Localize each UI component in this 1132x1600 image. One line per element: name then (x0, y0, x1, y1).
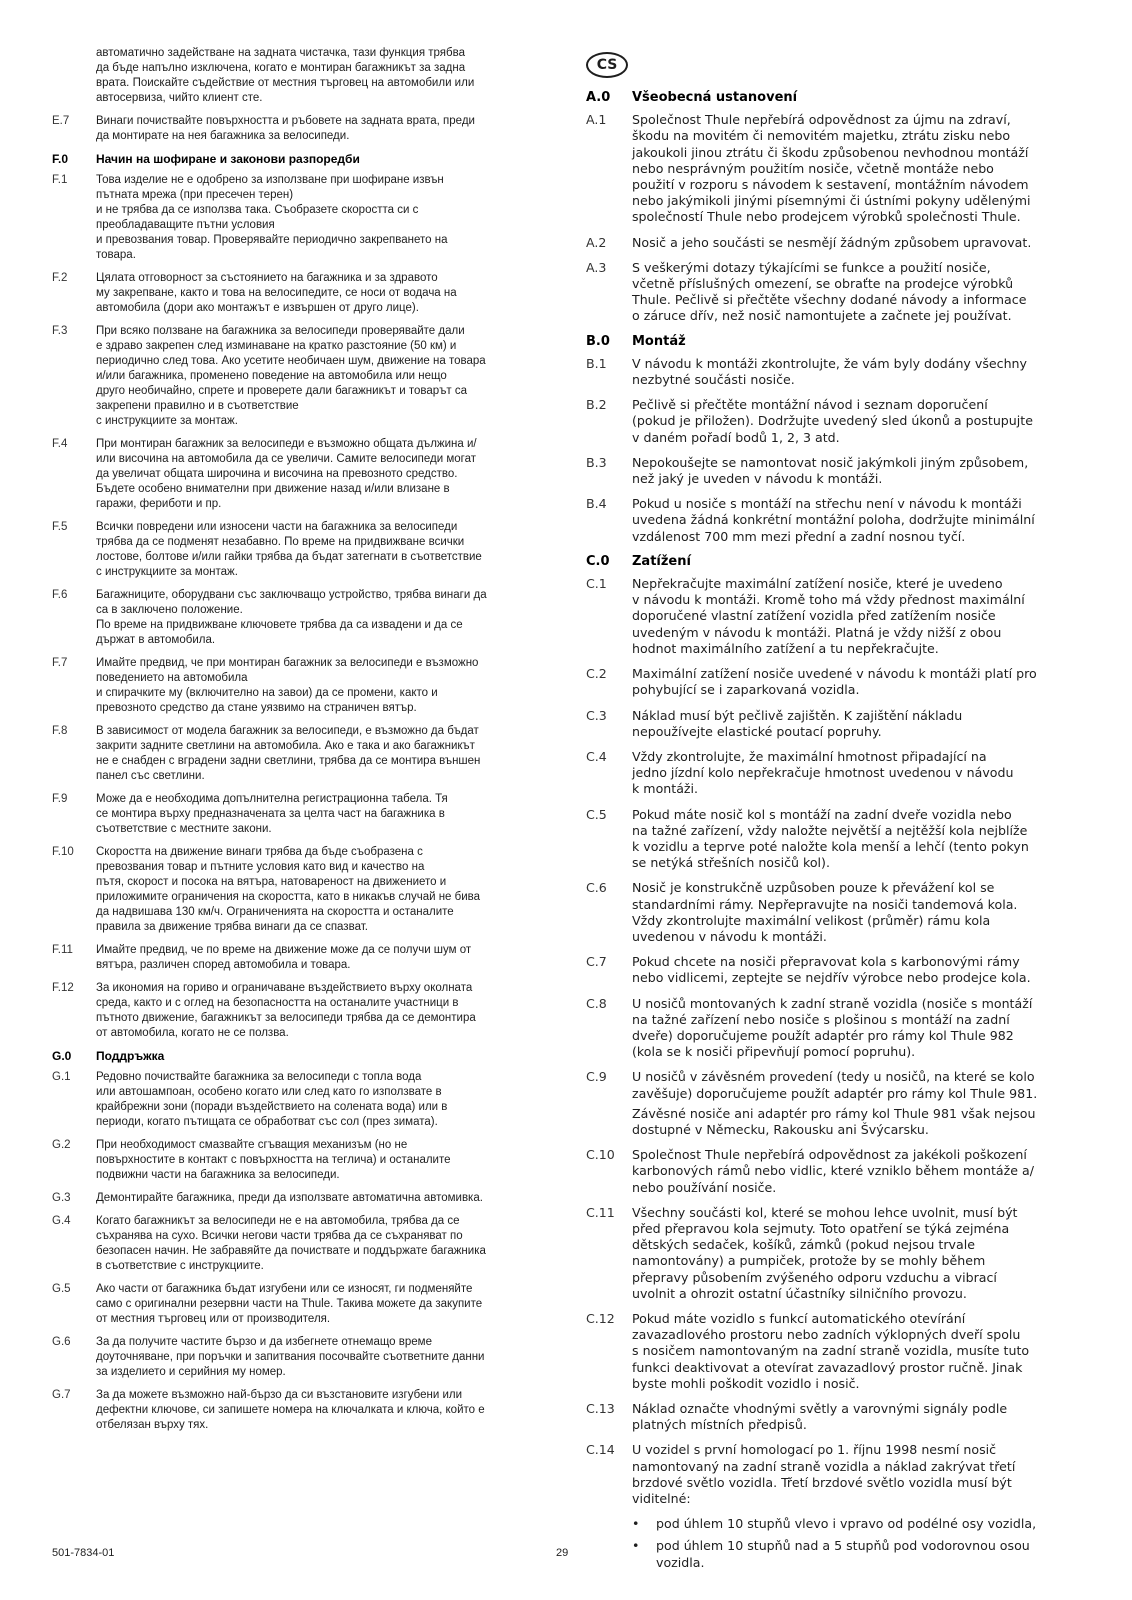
item-paragraph: Náklad musí být pečlivě zajištěn. K zajištění nákladu nepoužívejte elastické poutací popruhy. (632, 707, 963, 739)
section-title: Поддръжка (96, 1049, 165, 1063)
section-title: Všeobecná ustanovení (632, 90, 798, 105)
list-item (586, 1069, 1080, 1138)
section-a-list (586, 112, 1080, 324)
list-item (586, 708, 1080, 740)
item-text (632, 996, 1080, 1061)
list-item (586, 356, 1080, 388)
item-number: F.6 (52, 589, 68, 601)
item-number: F.10 (52, 846, 74, 858)
item-paragraph: Всички повредени или износени части на багажника за велосипеди трябва да се подменят незабавно. По време на придвижване всички лостове, болтове и/или гайки трябва да бъдат затегнати в съответствие с инструкциите за монтаж. (96, 521, 482, 578)
item-text (632, 1147, 1080, 1196)
item-number: F.5 (52, 521, 68, 533)
item-paragraph: Скоростта на движение винаги трябва да бъде съобразена с превозвания товар и пътните условия като вид и качество на пътя, скорост и посока на вятъра, натовареност на движението и приложимите ограничения на скоростта, като в никакъв случай не бива да надвишава 130 км/ч. Ограниченията на скоростта и останалите правила за движение трябва винаги да се спазват. (96, 846, 481, 933)
item-text (632, 356, 1080, 388)
item-paragraph: S veškerými dotazy týkajícími se funkce a použití nosiče, včetně příslušných omezení, se obraťte na prodejce výrobků Thule. Pečlivě si přečtěte všechny dodané návody a informace o záruce dřív, než nosič namontujete a začnete jej používat. (632, 259, 1027, 324)
item-text (632, 455, 1080, 487)
item-paragraph: Společnost Thule nepřebírá odpovědnost za újmu na zdraví, škodu na movitém či nemovitém majetku, ztrátu zisku nebo jakoukoli jinou ztrátu či škodu způsobenou nevhodnou montáží nebo nesprávným použitím nosiče, včetně montáže nebo použití v rozporu s návodem k sestavení, montážním návodem nebo jakýmikoli jinými písemnými či ústními pokyny udělenými společností Thule nebo prodejcem výrobků společnosti Thule. (632, 112, 1031, 225)
item-text (632, 666, 1080, 698)
item-text (632, 397, 1080, 446)
list-item (52, 173, 546, 263)
item-text (96, 1191, 546, 1206)
item-number: G.5 (52, 1283, 71, 1295)
item-number: F.11 (52, 944, 73, 956)
item-number: C.13 (586, 1401, 615, 1417)
list-item (52, 1138, 546, 1183)
section-f-list (52, 173, 546, 1041)
section-b-list (586, 356, 1080, 545)
bullet-item (632, 1538, 1080, 1570)
list-item (586, 1442, 1080, 1507)
item-number: C.11 (586, 1204, 615, 1220)
item-number: A.1 (586, 112, 607, 128)
item-number: F.9 (52, 793, 68, 805)
item-paragraph: Vždy zkontrolujte, že maximální hmotnost připadající na jedno jízdní kolo nepřekračuje hmotnost uvedenou v návodu k montáži. (632, 748, 1014, 797)
item-number: G.7 (52, 1389, 71, 1401)
list-item (52, 943, 546, 973)
item-text (96, 1282, 546, 1327)
item-paragraph: За да получите частите бързо и да избегнете отнемащо време доуточняване, при поръчки и запитвания посочвайте съответните данни за изделието и серийния му номер. (96, 1336, 485, 1378)
list-item (52, 845, 546, 935)
item-paragraph: Имайте предвид, че при монтиран багажник за велосипеди е възможно поведението на автомобила и спирачките му (включително на завои) да се промени, както и превозното средство да стане уязвимо на страничен вятър. (96, 657, 479, 714)
item-paragraph: Багажниците, оборудвани със заключващо устройство, трябва винаги да са в заключено положение. По време на придвижване ключовете трябва да са извадени и да се държат в автомобила. (96, 589, 487, 646)
item-text (632, 112, 1080, 225)
item-number: G.1 (52, 1071, 71, 1083)
item-text (632, 749, 1080, 798)
section-title: Zatížení (632, 553, 691, 569)
item-number: G.2 (52, 1139, 71, 1151)
item-paragraph: Všechny součásti kol, které se mohou lehce uvolnit, musí být před přepravou kola sejmuty. Toto opatření se týká zejména dětských sedaček, košíků, zámků (pokud nejsou trvale namontovány) a pumpiček, protože by se mohly během přepravy působením zvýšeného odporu vzduchu a vibrací uvolnit a ohrozit ostatní účastníky silničního provozu. (632, 1204, 1018, 1301)
section-g-list (52, 1070, 546, 1433)
item-number: F.1 (52, 174, 68, 186)
item-text (96, 1214, 546, 1274)
item-number: C.8 (586, 995, 607, 1011)
item-text (96, 1388, 546, 1433)
item-paragraph: Демонтирайте багажника, преди да използвате автоматична автомивка. (96, 1192, 483, 1204)
item-paragraph: Nepokoušejte se namontovat nosič jakýmkoli jiným způsobem, než jaký je uveden v návodu k montáži. (632, 454, 1029, 487)
item-paragraph: Когато багажникът за велосипеди не е на автомобила, трябва да се съхранява на сухо. Всички негови части трябва да се съхраняват по безопасен начин. Не забравяйте да почиствате и поддържате багажника в съответствие с инструкциите. (96, 1215, 486, 1272)
list-item (52, 437, 546, 512)
item-paragraph: Pokud máte nosič kol s montáží na zadní dveře vozidla nebo na tažné zařízení, vždy naložte největší a nejtěžší kola nejblíže k vozidlu a teprve poté naložte kola menší a lehčí (tento pokyn se netýká střešních nosičů kol). (632, 806, 1029, 871)
list-item (52, 520, 546, 580)
item-number: A.2 (586, 234, 607, 250)
item-number: B.1 (586, 355, 607, 371)
item-paragraph: Това изделие не е одобрено за използване при шофиране извън пътната мрежа (при пресечен терен) и не трябва да се използва така. Съобразете скоростта си с преобладаващите пътни условия и превозвания товар. Проверявайте периодично закрепването на товара. (96, 174, 448, 261)
item-paragraph: Maximální zatížení nosiče uvedené v návodu k montáži platí pro pohybující se i zaparkovaná vozidla. (632, 666, 1037, 698)
item-number: C.2 (586, 666, 607, 682)
item-paragraph: Ако части от багажника бъдат изгубени или се износят, ги подменяйте само с оригинални резервни части на Thule. Такива можете да закупите от местния търговец или от производителя. (96, 1283, 483, 1325)
list-item (52, 1388, 546, 1433)
page-number: 29 (556, 1547, 569, 1559)
item-paragraph: За да можете възможно най-бързо да си възстановите изгубени или дефектни ключове, си запишете номера на ключалката и ключа, който е отбелязан върху тях. (96, 1389, 485, 1431)
item-number: G.3 (52, 1192, 71, 1204)
list-item (52, 114, 546, 144)
item-paragraph: При необходимост смазвайте сгъващия механизъм (но не повърхностите в контакт с повърхността на теглича) и останалите подвижни части на багажника за велосипеди. (96, 1139, 451, 1181)
item-paragraph: Pokud u nosiče s montáží na střechu není v návodu k montáži uvedena žádná konkrétní montážní poloha, dodržujte minimální vzdálenost 700 mm mezi přední a zadní nosnou tyčí. (632, 496, 1035, 544)
item-text (96, 845, 546, 935)
item-paragraph: Společnost Thule nepřebírá odpovědnost za jakékoli poškození karbonových rámů nebo vidlic, které vzniklo během montáže a/ nebo používání nosiče. (632, 1147, 1034, 1195)
item-text (632, 1311, 1080, 1392)
item-paragraph: Pokud máte vozidlo s funkcí automatického otevírání zavazadlového prostoru nebo zadních výklopných dveří spolu s nosičem namontovaným na zadní straně vozidla, musíte tuto funkci deaktivovat a otevírat zavazadlový prostor ručně. Jinak byste mohli poškodit vozidlo i nosič. (632, 1311, 1030, 1391)
item-text (96, 981, 546, 1041)
item-paragraph: Pečlivě si přečtěte montážní návod i seznam doporučení (pokud je přiložen). Dodržujte uvedený sled úkonů a postupujte v daném pořadí bodů 1, 2, 3 atd. (632, 397, 1033, 445)
item-text (96, 1070, 546, 1130)
item-number: C.5 (586, 806, 607, 822)
section-number: A.0 (586, 90, 611, 105)
item-number: C.9 (586, 1069, 607, 1085)
item-number: G.6 (52, 1336, 71, 1348)
item-text (96, 943, 546, 973)
list-item (586, 1401, 1080, 1433)
item-paragraph: V návodu k montáži zkontrolujte, že vám byly dodány všechny nezbytné součásti nosiče. (632, 355, 1027, 388)
section-number: B.0 (586, 333, 610, 349)
item-text: Винаги почиствайте повърхността и ръбовете на задната врата, преди да монтирате на нея багажника за велосипеди. (96, 115, 475, 142)
list-item (52, 588, 546, 648)
item-text (96, 724, 546, 784)
list-item (586, 112, 1080, 225)
item-text (96, 324, 546, 429)
item-paragraph: Имайте предвид, че по време на движение може да се получи шум от вятъра, различен според автомобила и товара. (96, 944, 472, 971)
item-paragraph: В зависимост от модела багажник за велосипеди, е възможно да бъдат закрити задните светлини на автомобила. Ако е така и ако багажникът не е снабден с вградени задни светлини, трябва да се монтира външен панел със светлини. (96, 725, 481, 782)
item-number: C.14 (586, 1442, 615, 1458)
item-paragraph: Náklad označte vhodnými světly a varovnými signály podle platných místních předpisů. (632, 1401, 1008, 1433)
item-paragraph: При монтиран багажник за велосипеди е възможно общата дължина и/ или височина на автомобила да се увеличи. Самите велосипеди могат да увеличат общата широчина и височина на превозното средство. Бъдете особено внимателни при движение назад и/или влизане в гаражи, фериботи и пр. (96, 438, 477, 510)
list-item (586, 397, 1080, 446)
bullet-item (632, 1516, 1080, 1532)
bullet-text: pod úhlem 10 stupňů nad a 5 stupňů pod vodorovnou osou vozidla. (656, 1538, 1030, 1570)
list-item (52, 1070, 546, 1130)
item-number: F.8 (52, 725, 68, 737)
item-text (632, 496, 1080, 545)
list-item (52, 981, 546, 1041)
item-number: F.3 (52, 325, 68, 337)
item-paragraph: U nosičů montovaných k zadní straně vozidla (nosiče s montáží na tažné zařízení nebo nosiče s plošinou s montáží na zadní dveře) doporučujeme použít adaptér pro rámy kol Thule 982 (kola se k nosiči připevňují pomocí popruhu). (632, 995, 1033, 1060)
item-text (96, 271, 546, 316)
item-number: C.3 (586, 707, 607, 723)
list-item (586, 260, 1080, 325)
item-text (632, 1205, 1080, 1302)
item-number: B.3 (586, 454, 607, 470)
list-item (586, 807, 1080, 872)
item-number: G.4 (52, 1215, 71, 1227)
list-item (586, 455, 1080, 487)
item-text (632, 576, 1080, 657)
list-item (586, 1311, 1080, 1392)
section-heading (586, 334, 1080, 350)
item-text (632, 880, 1080, 945)
list-item (52, 792, 546, 837)
item-number: F.12 (52, 982, 74, 994)
list-item (586, 576, 1080, 657)
item-text (96, 588, 546, 648)
list-item (52, 724, 546, 784)
item-text (632, 260, 1080, 325)
section-heading (52, 1049, 546, 1064)
item-number: E.7 (52, 115, 70, 127)
list-item (52, 656, 546, 716)
item-number: F.2 (52, 272, 68, 284)
list-item (586, 666, 1080, 698)
item-number: B.2 (586, 397, 607, 413)
section-heading (586, 90, 1080, 106)
item-paragraph: Nosič a jeho součásti se nesmějí žádným způsobem upravovat. (632, 234, 1032, 250)
item-extra-paragraph: Závěsné nosiče ani adaptér pro rámy kol Thule 981 však nejsou dostupné v Německu, Rakousku ani Švýcarsku. (632, 1105, 1036, 1137)
item-number: C.12 (586, 1311, 615, 1326)
left-column (52, 46, 546, 1441)
item-text (96, 173, 546, 263)
section-number: G.0 (52, 1049, 72, 1063)
item-text (96, 1138, 546, 1183)
item-number: B.4 (586, 496, 607, 512)
item-paragraph: Pokud chcete na nosiči přepravovat kola s karbonovými rámy nebo vidlicemi, zeptejte se nejdřív výrobce nebo prodejce kola. (632, 954, 1031, 986)
list-item (52, 1191, 546, 1206)
item-paragraph: Редовно почиствайте багажника за велосипеди с топла вода или автошампоан, особено когато или след като го използвате в крайбрежни зони (поради въздействието на солената вода) или в периоди, когато пътищата се обработват със сол (през зимата). (96, 1071, 448, 1128)
list-item (52, 1282, 546, 1327)
item-text (632, 1442, 1080, 1507)
section-c-list (586, 576, 1080, 1507)
bullet-icon: • (632, 1516, 640, 1532)
item-number: C.6 (586, 880, 607, 896)
bullet-icon: • (632, 1538, 640, 1554)
list-item (586, 1147, 1080, 1196)
list-item (586, 996, 1080, 1061)
list-item (586, 880, 1080, 945)
item-paragraph: Може да е необходима допълнителна регистрационна табела. Тя се монтира върху предназначената за целта част на багажника в съответствие с местните закони. (96, 793, 448, 835)
section-number: C.0 (586, 553, 610, 569)
item-paragraph: При всяко ползване на багажника за велосипеди проверявайте дали е здраво закрепен след изминаване на кратко разстояние (50 км) и периодично след това. Ако усетите необичаен шум, движение на товара и/или багажника, променено поведение на автомобила или нещо друго необичайно, спрете и проверете дали багажникът и товарът са закрепени правилно и в съответствие с инструкциите за монтаж. (96, 325, 486, 427)
item-text (96, 656, 546, 716)
list-item (586, 749, 1080, 798)
item-number: C.1 (586, 576, 607, 592)
item-text (632, 1401, 1080, 1433)
bullet-list (586, 1516, 1080, 1571)
item-text (96, 792, 546, 837)
item-number: A.3 (586, 259, 607, 275)
list-item (586, 235, 1080, 251)
item-paragraph: Nosič je konstrukčně uzpůsoben pouze k převážení kol se standardními rámy. Nepřepravujte na nosiči tandemová kola. Vždy zkontrolujte maximální velikost (průměr) rámu kola uvedenou v návodu k montáži. (632, 880, 1018, 944)
list-item (52, 271, 546, 316)
document-code: 501-7834-01 (52, 1547, 115, 1559)
right-column (586, 46, 1080, 1577)
item-paragraph: Цялата отговорност за състоянието на багажника и за здравото му закрепване, както и това на велосипедите, се носи от водача на автомобила (дори ако монтажът е извършен от друго лице). (96, 272, 457, 314)
list-item (52, 1214, 546, 1274)
list-item (586, 496, 1080, 545)
item-paragraph: За икономия на гориво и ограничаване въздействието върху околната среда, както и с оглед на безопасността на останалите участници в пътното движение, багажникът за велосипеди трябва да се демонтира от автомобила, когато не се ползва. (96, 982, 476, 1039)
item-text (632, 708, 1080, 740)
list-item (52, 324, 546, 429)
language-badge: CS (586, 52, 628, 78)
item-number: C.4 (586, 748, 607, 764)
item-number: C.10 (586, 1147, 615, 1163)
list-item (586, 1205, 1080, 1302)
section-title: Начин на шофиране и законови разпоредби (96, 152, 360, 166)
continuation-paragraph: автоматично задействане на задната чистачка, тази функция трябва да бъде напълно изключена, когато е монтиран багажникът за задна врата. Поискайте съдействие от местния търговец на автомобили или автосервиза, чийто клиент сте. (96, 47, 475, 104)
item-text (632, 807, 1080, 872)
list-item (586, 954, 1080, 986)
item-text (632, 235, 1080, 251)
item-paragraph: U nosičů v závěsném provedení (tedy u nosičů, na které se kolo zavěšuje) doporučujeme použít adaptér pro rámy kol Thule 981. (632, 1069, 1038, 1101)
item-text (96, 437, 546, 512)
item-text (632, 954, 1080, 986)
item-number: F.4 (52, 438, 68, 450)
item-text (96, 520, 546, 580)
item-paragraph: Nepřekračujte maximální zatížení nosiče, které je uvedeno v návodu k montáži. Kromě toho má vždy přednost maximální doporučené vlastní zatížení vozidla před zatížením nosiče uvedeným v návodu k montáži. Platná je vždy nižší z obou hodnot maximálního zatížení a tu nepřekračujte. (632, 576, 1025, 656)
item-text (632, 1069, 1080, 1138)
section-number: F.0 (52, 152, 69, 166)
item-text (96, 1335, 546, 1380)
list-item (52, 1335, 546, 1380)
item-number: F.7 (52, 657, 68, 669)
section-title: Montáž (632, 333, 686, 349)
item-paragraph: U vozidel s první homologací po 1. říjnu 1998 nesmí nosič namontovaný na zadní straně vozidla a náklad zakrývat třetí brzdové světlo vozidla. Třetí brzdové světlo vozidla musí být viditelné: (632, 1442, 1016, 1507)
item-number: C.7 (586, 954, 607, 970)
section-heading (586, 554, 1080, 570)
section-heading (52, 152, 546, 167)
bullet-text: pod úhlem 10 stupňů vlevo i vpravo od podélné osy vozidla, (656, 1516, 1037, 1532)
